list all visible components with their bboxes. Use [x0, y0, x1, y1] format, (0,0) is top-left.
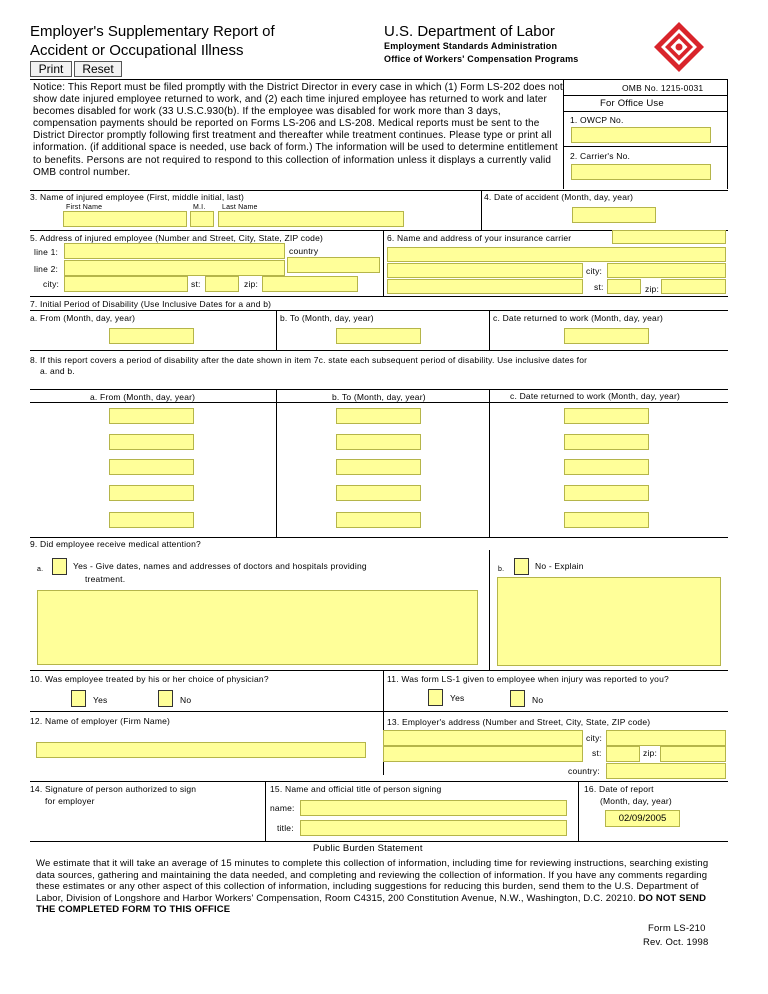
reset-button[interactable]: Reset	[74, 61, 122, 77]
agency-name: U.S. Department of Labor	[384, 23, 555, 40]
burden-title: Public Burden Statement	[313, 843, 423, 854]
employee-address-line1-field[interactable]	[64, 243, 285, 259]
owcp-number-field[interactable]	[571, 127, 711, 143]
s8-from-date-field-2[interactable]	[109, 434, 194, 450]
s7-to-date-field[interactable]	[336, 328, 421, 344]
signer-name-field[interactable]	[300, 800, 567, 816]
employee-last-name-field[interactable]	[218, 211, 404, 227]
s15-label: 15. Name and official title of person signing	[270, 784, 442, 794]
s5-zip-label: zip:	[244, 279, 259, 289]
s13-st-label: st:	[592, 748, 602, 758]
employer-city-field[interactable]	[606, 730, 726, 746]
employer-country-field[interactable]	[606, 763, 726, 779]
s15-name-label: name:	[270, 803, 295, 813]
employee-zip-field[interactable]	[262, 276, 358, 292]
employer-state-field[interactable]	[606, 746, 640, 762]
employee-middle-initial-field[interactable]	[190, 211, 214, 227]
s8-from-date-field-5[interactable]	[109, 512, 194, 528]
s5-line1-label: line 1:	[34, 247, 59, 257]
s9-a-label: a.	[37, 566, 44, 573]
s9-yes-text-line2: treatment.	[85, 574, 126, 584]
s8-returned-date-field-2[interactable]	[564, 434, 649, 450]
s3-label: 3. Name of injured employee (First, middle initial, last)	[30, 192, 245, 202]
burden-body: We estimate that it will take an average of 15 minutes to complete this collection of information, including time for reviewing instructions, searching existing data sources, gathering and maintaining the data needed, and completing and reviewing the collection of information. If you have any comments regarding these estimates or any other aspect of this collection of information, including suggestions for reducing this burden, send them to the U.S. Department of Labor, Division of Longshore and Harbor Workers' Compensation, Room C4315, 200 Constitution Avenue, N.W., Washington, D.C. 20210.	[36, 858, 709, 904]
form-revision: Rev. Oct. 1998	[643, 937, 709, 948]
s9-no-text: No - Explain	[535, 561, 584, 571]
s8-returned-label: c. Date returned to work (Month, day, year)	[510, 391, 681, 401]
employee-city-field[interactable]	[64, 276, 188, 292]
s5-country-label: country	[289, 246, 319, 256]
employer-zip-field[interactable]	[660, 746, 726, 762]
s13-zip-label: zip:	[643, 748, 658, 758]
accident-date-field[interactable]	[572, 207, 656, 223]
signer-title-field[interactable]	[300, 820, 567, 836]
s13-country-label: country:	[568, 766, 600, 776]
employee-country-field[interactable]	[287, 257, 380, 273]
s8-to-date-field-1[interactable]	[336, 408, 421, 424]
carrier-city-field[interactable]	[607, 263, 726, 278]
s7-to-label: b. To (Month, day, year)	[280, 313, 374, 323]
carrier-label: 2. Carrier's No.	[570, 151, 631, 161]
s8-returned-date-field-3[interactable]	[564, 459, 649, 475]
carrier-number-field[interactable]	[571, 164, 711, 180]
s8-to-date-field-3[interactable]	[336, 459, 421, 475]
s7-from-date-field[interactable]	[109, 328, 194, 344]
burden-warning: DO NOT SEND THE COMPLETED FORM TO THIS OFFICE	[36, 892, 707, 915]
s9-label: 9. Did employee receive medical attention?	[30, 539, 201, 549]
s8-from-date-field-1[interactable]	[109, 408, 194, 424]
s5-city-label: city:	[43, 279, 60, 289]
s8-label-line2: a. and b.	[40, 366, 75, 376]
s8-from-date-field-3[interactable]	[109, 459, 194, 475]
print-button[interactable]: Print	[30, 61, 72, 77]
employer-address-line2-field[interactable]	[383, 746, 583, 762]
s14-label-line1: 14. Signature of person authorized to sign	[30, 784, 197, 794]
s13-label: 13. Employer's address (Number and Street, City, State, ZIP code)	[387, 717, 651, 727]
s8-label-line1: 8. If this report covers a period of disability after the date shown in item 7c. state each subsequent period of disability. Use inclusive dates for	[30, 355, 588, 365]
agency-sub1: Employment Standards Administration	[384, 41, 558, 51]
s6-st-label: st:	[594, 282, 604, 292]
s7-label: 7. Initial Period of Disability (Use Inclusive Dates for a and b)	[30, 299, 272, 309]
s7-returned-label: c. Date returned to work (Month, day, year)	[493, 313, 664, 323]
employer-name-field[interactable]	[36, 742, 366, 758]
s16-label-line1: 16. Date of report	[584, 784, 654, 794]
s9-yes-text-line1: Yes - Give dates, names and addresses of doctors and hospitals providing	[73, 561, 367, 571]
medical-attention-yes-details-field[interactable]	[37, 590, 478, 665]
burden-statement	[36, 858, 726, 916]
s3-mi-label: M.I.	[193, 204, 206, 211]
s8-returned-date-field-5[interactable]	[564, 512, 649, 528]
carrier-address-line1-field[interactable]	[387, 247, 726, 262]
s8-to-date-field-2[interactable]	[336, 434, 421, 450]
s14-label-line2: for employer	[45, 796, 95, 806]
for-office-use: For Office Use	[600, 98, 664, 109]
s3-last-label: Last Name	[222, 204, 258, 211]
notice-text: Notice: This Report must be filed promptly with the District Director in every case in which (1) Form LS-202 does not show date injured employee returned to work, and (2) each time injured employee has returned to work and later becomes disabled for work (33 U.S.C.930(b). If the employee was disabled for work more than 3 days, compensation payments should be reported on Forms LS-206 and LS-208. Medical reports must be sent to the District Director promptly following first treatment and thereafter while treatment continues. Please type or print all information. (if additional space is needed, use back of form.) The information will be used to determine entitlement to benefits. Persons are not required to respond to this collection of information unless it displays a currently valid OMB control number.	[33, 82, 563, 178]
s3-first-label: First Name	[66, 204, 103, 211]
s7-from-label: a. From (Month, day, year)	[30, 313, 136, 323]
s8-to-date-field-4[interactable]	[336, 485, 421, 501]
s4-label: 4. Date of accident (Month, day, year)	[484, 192, 634, 202]
s8-from-label: a. From (Month, day, year)	[90, 392, 196, 402]
s6-city-label: city:	[586, 266, 603, 276]
s11-no-label: No	[532, 695, 544, 705]
s11-yes-label: Yes	[450, 693, 465, 703]
carrier-address-line2-field[interactable]	[387, 263, 583, 278]
form-title-line1: Employer's Supplementary Report of	[30, 23, 275, 40]
s8-from-date-field-4[interactable]	[109, 485, 194, 501]
s6-label: 6. Name and address of your insurance carrier	[387, 233, 572, 243]
ls1-given-yes-checkbox[interactable]	[428, 689, 443, 706]
s10-no-label: No	[180, 695, 192, 705]
s5-line2-label: line 2:	[34, 264, 59, 274]
s8-to-label: b. To (Month, day, year)	[332, 392, 426, 402]
own-physician-yes-checkbox[interactable]	[71, 690, 86, 707]
s15-title-label: title:	[277, 823, 294, 833]
s8-returned-date-field-4[interactable]	[564, 485, 649, 501]
own-physician-no-checkbox[interactable]	[158, 690, 173, 707]
omb-number: OMB No. 1215-0031	[622, 83, 704, 93]
s13-city-label: city:	[586, 733, 603, 743]
employee-state-field[interactable]	[205, 276, 239, 292]
s16-label-line2: (Month, day, year)	[600, 796, 672, 806]
carrier-address-line3-field[interactable]	[387, 279, 583, 294]
owcp-label: 1. OWCP No.	[570, 115, 624, 125]
dol-diamond-logo-icon	[652, 20, 706, 74]
s10-label: 10. Was employee treated by his or her choice of physician?	[30, 674, 269, 684]
s8-returned-date-field-1[interactable]	[564, 408, 649, 424]
s11-label: 11. Was form LS-1 given to employee when injury was reported to you?	[387, 674, 669, 684]
form-number: Form LS-210	[648, 923, 706, 934]
medical-attention-yes-checkbox[interactable]	[52, 558, 67, 575]
employee-first-name-field[interactable]	[63, 211, 187, 227]
s7-returned-date-field[interactable]	[564, 328, 649, 344]
report-date-field[interactable]: 02/09/2005	[605, 810, 680, 827]
medical-attention-no-explain-field[interactable]	[497, 577, 721, 666]
agency-sub2: Office of Workers' Compensation Programs	[384, 54, 579, 64]
carrier-name-field[interactable]	[612, 230, 726, 244]
s9-b-label: b.	[498, 566, 505, 573]
s12-label: 12. Name of employer (Firm Name)	[30, 716, 171, 726]
employer-address-line1-field[interactable]	[383, 730, 583, 746]
form-title-line2: Accident or Occupational Illness	[30, 42, 244, 59]
medical-attention-no-checkbox[interactable]	[514, 558, 529, 575]
ls1-given-no-checkbox[interactable]	[510, 690, 525, 707]
carrier-zip-field[interactable]	[661, 279, 726, 294]
s10-yes-label: Yes	[93, 695, 108, 705]
carrier-state-field[interactable]	[607, 279, 641, 294]
employee-address-line2-field[interactable]	[64, 260, 285, 276]
s6-zip-label: zip:	[645, 284, 660, 294]
s8-to-date-field-5[interactable]	[336, 512, 421, 528]
s5-st-label: st:	[191, 279, 201, 289]
s5-label: 5. Address of injured employee (Number and Street, City, State, ZIP code)	[30, 233, 324, 243]
